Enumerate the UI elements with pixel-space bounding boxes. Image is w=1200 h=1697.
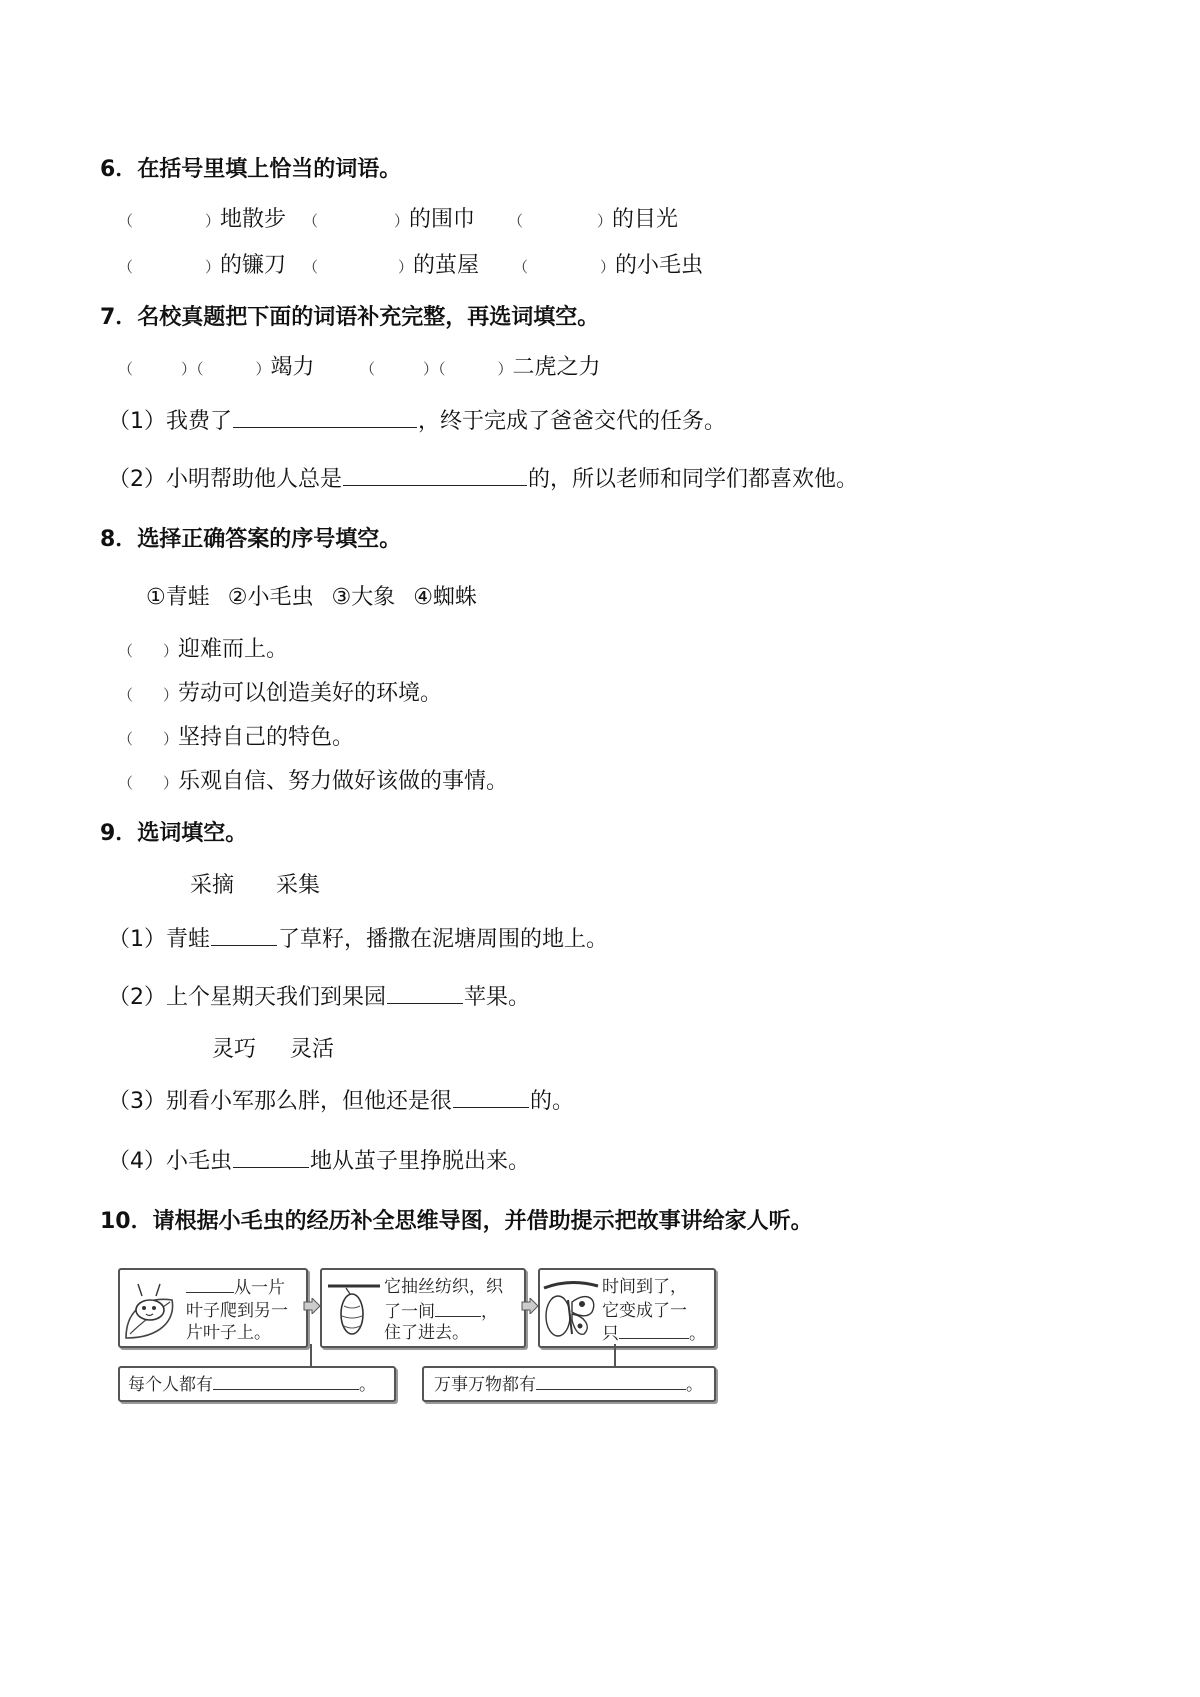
mindmap-blank-5[interactable] [536,1371,686,1390]
mindmap-blank-1[interactable] [186,1274,234,1293]
connector-line [614,1344,616,1366]
answer-blank[interactable] [134,766,162,788]
mindmap-box-1: 从一片 叶子爬到另一 片叶子上。 [118,1268,308,1348]
caterpillar-on-leaf-icon [122,1280,182,1342]
q7-idiom1: （ ）（ ）竭力 [118,350,315,381]
q8-item1: （ ）迎难而上。 [118,632,288,663]
q9-sentence3: （3）别看小军那么胖，但他还是很 的。 [108,1084,574,1115]
q9-sentence2: （2）上个星期天我们到果园 苹果。 [108,980,530,1011]
q6-row2-item3: （ ）的小毛虫 [513,248,703,279]
mindmap-box-3: 时间到了， 它变成了一 只 。 [538,1268,716,1348]
mindmap-box-2: 它抽丝纺织，织 了一间 ， 住了进去。 [320,1268,526,1348]
q6-row1-item1: （ ）地散步 [118,202,286,233]
answer-blank[interactable] [134,250,204,272]
mindmap-bottom-box-2: 万事万物都有 。 [422,1366,716,1402]
q6-title: 6．在括号里填上恰当的词语。 [100,157,402,182]
answer-blank[interactable] [134,634,162,656]
q8-title: 8．选择正确答案的序号填空。 [100,527,402,552]
answer-blank[interactable] [453,1085,529,1108]
answer-blank[interactable] [343,463,527,486]
q9-title: 9．选词填空。 [100,821,248,846]
answer-blank[interactable] [447,352,497,374]
answer-blank[interactable] [233,405,417,428]
answer-blank[interactable] [134,204,204,226]
q9-words1: 采摘 采集 [190,873,321,898]
answer-blank[interactable] [376,352,422,374]
q8-options [146,580,495,611]
cocoon-icon [326,1278,382,1340]
q7-sentence1: （1）我费了 ，终于完成了爸爸交代的任务。 [108,404,726,435]
answer-blank[interactable] [211,923,277,946]
mindmap-blank-4[interactable] [213,1371,359,1390]
q7-title: 7．名校真题把下面的词语补充完整，再选词填空。 [100,305,600,330]
q9-sentence1: （1）青蛙 了草籽，播撒在泥塘周围的地上。 [108,922,608,953]
connector-line [310,1344,312,1366]
q9-sentence4: （4）小毛虫 地从茧子里挣脱出来。 [108,1144,530,1175]
answer-blank[interactable] [387,981,463,1004]
option-2: ②小毛虫 [227,585,314,610]
answer-blank[interactable] [524,204,596,226]
mindmap-blank-2[interactable] [435,1298,481,1317]
answer-blank[interactable] [529,250,599,272]
q6-row2-item1: （ ）的镰刀 [118,248,286,279]
q6-row1-item2: （ ）的围巾 [303,202,475,233]
answer-blank[interactable] [134,678,162,700]
q8-item3: （ ）坚持自己的特色。 [118,720,354,751]
answer-blank[interactable] [319,204,393,226]
q8-item2: （ ）劳动可以创造美好的环境。 [118,676,442,707]
q6-row1-item3: （ ）的目光 [508,202,678,233]
answer-blank[interactable] [233,1145,309,1168]
q9-words2: 灵巧 灵活 [212,1037,335,1062]
arrow-right-icon [303,1298,321,1314]
q10-title: 10．请根据小毛虫的经历补全思维导图，并借助提示把故事讲给家人听。 [100,1209,813,1234]
option-1: ①青蛙 [146,585,210,610]
answer-blank[interactable] [205,352,255,374]
mindmap-bottom-box-1: 每个人都有 。 [118,1366,396,1402]
arrow-right-icon [521,1298,539,1314]
option-3: ③大象 [331,585,396,610]
q8-item4: （ ）乐观自信、努力做好该做的事情。 [118,764,508,795]
q7-idiom2: （ ）（ ）二虎之力 [360,350,601,381]
mindmap-blank-3[interactable] [619,1320,689,1339]
option-4: ④蜘蛛 [413,585,477,610]
answer-blank[interactable] [134,352,180,374]
answer-blank[interactable] [319,250,397,272]
q7-sentence2: （2）小明帮助他人总是 的，所以老师和同学们都喜欢他。 [108,462,858,493]
q6-row2-item2: （ ）的茧屋 [303,248,479,279]
butterfly-icon [542,1276,600,1342]
answer-blank[interactable] [134,722,162,744]
